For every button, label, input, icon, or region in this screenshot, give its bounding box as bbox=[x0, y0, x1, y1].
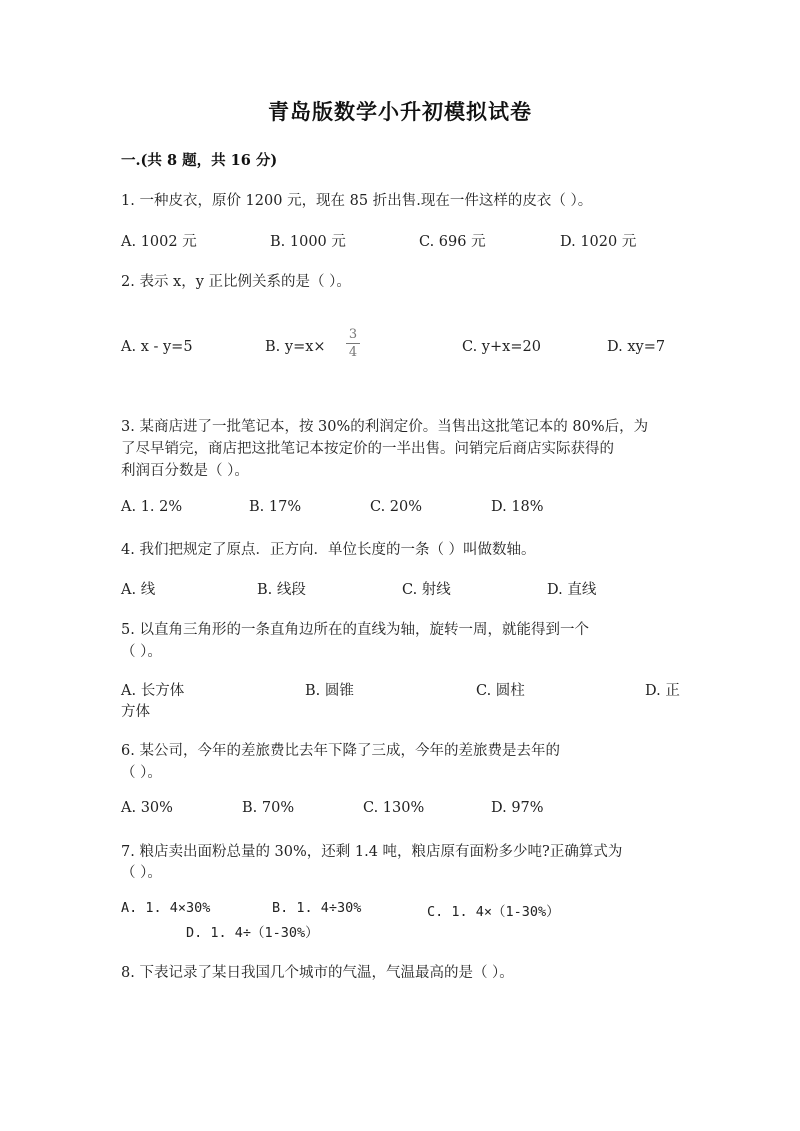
question-2-option-c[interactable]: C. y+x=20 bbox=[462, 339, 541, 355]
question-5-option-b[interactable]: B. 圆锥 bbox=[305, 683, 354, 699]
question-3-option-d[interactable]: D. 18% bbox=[491, 499, 544, 515]
question-1-option-c[interactable]: C. 696 元 bbox=[419, 234, 486, 250]
question-1-option-b[interactable]: B. 1000 元 bbox=[270, 234, 346, 250]
question-6-option-a[interactable]: A. 30% bbox=[121, 800, 173, 816]
fraction-three-quarters bbox=[346, 327, 360, 360]
question-3-stem-line-2: 了尽早销完，商店把这批笔记本按定价的一半出售。问销完后商店实际获得的 bbox=[121, 441, 614, 457]
question-2-option-b[interactable]: B. y=x× bbox=[265, 339, 326, 355]
question-4-option-b[interactable]: B. 线段 bbox=[257, 582, 306, 598]
question-7-stem-line-2: （ ）。 bbox=[121, 865, 162, 881]
question-8-stem: 8. 下表记录了某日我国几个城市的气温，气温最高的是（ ）。 bbox=[121, 965, 514, 981]
question-1-stem: 1. 一种皮衣，原价 1200 元，现在 85 折出售.现在一件这样的皮衣（ ）。 bbox=[121, 193, 593, 209]
fraction-denominator: 4 bbox=[348, 345, 358, 360]
question-3-stem-line-1: 3. 某商店进了一批笔记本，按 30%的利润定价。当售出这批笔记本的 80%后，为 bbox=[121, 419, 649, 435]
section-heading: 一.(共 8 题，共 16 分) bbox=[121, 152, 278, 169]
question-7-option-c[interactable]: C. 1. 4×（1-30%） bbox=[427, 904, 560, 920]
question-3-stem-line-3: 利润百分数是（ ）。 bbox=[121, 463, 249, 479]
question-6-stem-line-2: （ ）。 bbox=[121, 765, 162, 781]
question-3-option-b[interactable]: B. 17% bbox=[249, 499, 302, 515]
question-4-option-a[interactable]: A. 线 bbox=[121, 582, 156, 598]
question-5-option-a[interactable]: A. 长方体 bbox=[121, 683, 185, 699]
page-title: 青岛版数学小升初模拟试卷 bbox=[268, 99, 532, 124]
question-2-option-d[interactable]: D. xy=7 bbox=[607, 339, 666, 355]
question-2-stem: 2. 表示 x，y 正比例关系的是（ ）。 bbox=[121, 274, 351, 290]
question-1-option-d[interactable]: D. 1020 元 bbox=[560, 234, 637, 250]
question-3-option-c[interactable]: C. 20% bbox=[370, 499, 423, 515]
question-4-option-c[interactable]: C. 射线 bbox=[402, 582, 451, 598]
question-2-option-a[interactable]: A. x - y=5 bbox=[121, 339, 193, 355]
question-5-option-d[interactable]: D. 正 bbox=[645, 683, 680, 699]
question-5-option-c[interactable]: C. 圆柱 bbox=[476, 683, 525, 699]
question-4-stem: 4. 我们把规定了原点．正方向．单位长度的一条（ ）叫做数轴。 bbox=[121, 542, 536, 558]
question-7-option-d[interactable]: D. 1. 4÷（1-30%） bbox=[186, 925, 319, 941]
question-4-option-d[interactable]: D. 直线 bbox=[547, 582, 597, 598]
question-5-stem-line-2: （ ）。 bbox=[121, 644, 162, 660]
fraction-bar bbox=[346, 343, 360, 344]
question-1-option-a[interactable]: A. 1002 元 bbox=[121, 234, 197, 250]
question-5-option-d-wrap: 方体 bbox=[121, 704, 150, 720]
fraction-numerator: 3 bbox=[348, 327, 358, 342]
question-7-stem-line-1: 7. 粮店卖出面粉总量的 30%，还剩 1.4 吨，粮店原有面粉多少吨?正确算式为 bbox=[121, 844, 623, 860]
question-6-option-b[interactable]: B. 70% bbox=[242, 800, 295, 816]
question-5-stem-line-1: 5. 以直角三角形的一条直角边所在的直线为轴，旋转一周，就能得到一个 bbox=[121, 622, 589, 638]
question-7-option-a[interactable]: A. 1. 4×30% bbox=[121, 900, 211, 916]
question-6-option-c[interactable]: C. 130% bbox=[363, 800, 425, 816]
question-6-option-d[interactable]: D. 97% bbox=[491, 800, 544, 816]
question-6-stem-line-1: 6. 某公司，今年的差旅费比去年下降了三成，今年的差旅费是去年的 bbox=[121, 743, 560, 759]
question-3-option-a[interactable]: A. 1. 2% bbox=[121, 499, 183, 515]
question-7-option-b[interactable]: B. 1. 4÷30% bbox=[272, 900, 362, 916]
